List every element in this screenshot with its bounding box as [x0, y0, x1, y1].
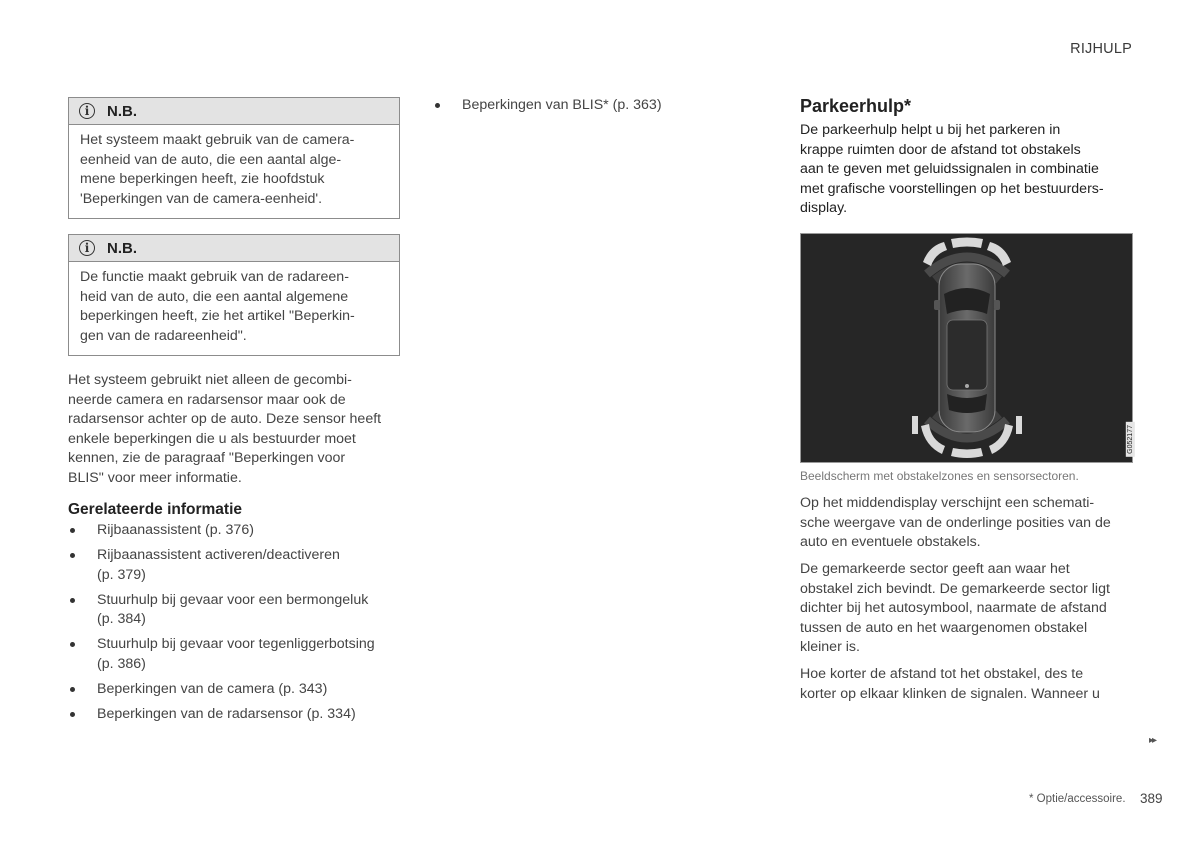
figure-caption: Beeldscherm met obstakelzones en sensorsectoren.: [800, 469, 1079, 483]
continue-arrows-icon: ▸▸: [1149, 735, 1156, 746]
note-line: 'Beperkingen van de camera-eenheid'.: [80, 190, 323, 207]
link-text: Rijbaanassistent (p. 376): [97, 522, 254, 538]
note-text: [69, 125, 399, 218]
figure-code: G052177: [1126, 422, 1135, 457]
text-line: dichter bij het autosymbool, naarmate de afstand: [800, 600, 1107, 616]
link-text: (p. 386): [97, 655, 146, 672]
note-title: N.B.: [107, 239, 137, 257]
note-line: gen van de radareenheid".: [80, 327, 247, 344]
link-text: (p. 384): [97, 611, 146, 627]
link-text: Stuurhulp bij gevaar voor tegenliggerbotsing: [97, 636, 375, 652]
text-line: display.: [800, 200, 848, 216]
note-text: [69, 262, 399, 355]
text-line: neerde camera en radarsensor maar ook de: [68, 391, 346, 408]
note-header: [69, 235, 399, 262]
info-icon: i: [79, 240, 95, 256]
text-line: De parkeerhulp helpt u bij het parkeren in: [800, 122, 1061, 138]
note-line: heid van de auto, die een aantal algemene: [80, 288, 349, 305]
note-line: beperkingen heeft, zie het artikel "Beperkin-: [80, 308, 355, 324]
text-line: sche weergave van de onderlinge posities van de: [800, 514, 1111, 531]
related-link[interactable]: [68, 635, 408, 674]
text-line: Op het middendisplay verschijnt een schemati-: [800, 495, 1095, 511]
front-sensor-segments: [923, 238, 1011, 267]
link-text: Beperkingen van de radarsensor (p. 334): [97, 705, 356, 722]
text-line: radarsensor achter op de auto. Deze sensor heeft: [68, 411, 382, 427]
section-paragraph: [800, 665, 1135, 704]
text-line: enkele beperkingen die u als bestuurder moet: [68, 430, 356, 447]
text-line: kleiner is.: [800, 639, 860, 655]
link-text: Rijbaanassistent activeren/deactiveren: [97, 547, 340, 563]
page-number: 389: [1140, 791, 1163, 806]
parking-assist-figure: [800, 233, 1133, 463]
related-link[interactable]: [68, 546, 408, 585]
text-line: BLIS" voor meer informatie.: [68, 469, 242, 486]
info-icon: i: [79, 103, 95, 119]
text-line: met grafische voorstellingen op het bestuurders-: [800, 180, 1104, 197]
note-line: De functie maakt gebruik van de radareen-: [80, 269, 349, 285]
text-line: aan te geven met geluidssignalen in combinatie: [800, 161, 1099, 177]
footnote: * Optie/accessoire.: [1029, 793, 1126, 805]
related-link[interactable]: [68, 591, 408, 630]
related-link[interactable]: [68, 705, 408, 725]
note-line: Het systeem maakt gebruik van de camera-: [80, 132, 355, 148]
text-line: kennen, zie de paragraaf "Beperkingen voor: [68, 450, 346, 466]
related-link[interactable]: [433, 96, 733, 116]
bullet-dot: [70, 598, 75, 603]
text-line: Hoe korter de afstand tot het obstakel, des te: [800, 666, 1084, 682]
text-line: tussen de auto en het waargenomen obstakel: [800, 619, 1088, 636]
related-link[interactable]: [68, 521, 408, 541]
link-text: Stuurhulp bij gevaar voor een bermongeluk: [97, 591, 369, 608]
section-paragraph: [800, 494, 1135, 553]
note-box-radar: [68, 234, 400, 356]
text-line: auto en eventuele obstakels.: [800, 534, 981, 550]
link-text: Beperkingen van de camera (p. 343): [97, 680, 328, 697]
section-intro: [800, 121, 1135, 219]
text-line: Het systeem gebruikt niet alleen de gecombi-: [68, 372, 352, 388]
text-line: krappe ruimten door de afstand tot obstakels: [800, 141, 1081, 158]
related-info-title: Gerelateerde informatie: [68, 501, 243, 518]
text-line: De gemarkeerde sector geeft aan waar het: [800, 561, 1070, 577]
chapter-header: RIJHULP: [1070, 41, 1132, 57]
note-line: mene beperkingen heeft, zie hoofdstuk: [80, 171, 325, 187]
bullet-dot: [70, 528, 75, 533]
note-line: eenheid van de auto, die een aantal alge-: [80, 151, 342, 168]
bullet-dot: [70, 687, 75, 692]
bullet-dot: [70, 712, 75, 717]
text-line: korter op elkaar klinken de signalen. Wanneer u: [800, 685, 1100, 702]
bullet-dot: [70, 642, 75, 647]
section-title: Parkeerhulp*: [800, 96, 912, 116]
related-links-continued: [433, 96, 733, 116]
bullet-dot: [70, 553, 75, 558]
section-paragraph: [800, 560, 1135, 658]
car-symbol: [934, 264, 1000, 432]
text-line: obstakel zich bevindt. De gemarkeerde sector ligt: [800, 580, 1110, 597]
link-text: (p. 379): [97, 566, 146, 583]
bullet-dot: [435, 103, 440, 108]
note-title: N.B.: [107, 102, 137, 120]
related-link[interactable]: [68, 680, 408, 700]
parking-display-illustration: [801, 234, 1132, 462]
note-box-camera: [68, 97, 400, 219]
link-text: Beperkingen van BLIS* (p. 363): [462, 97, 662, 113]
related-links-list: [68, 521, 408, 730]
body-paragraph: [68, 371, 403, 488]
note-header: [69, 98, 399, 125]
